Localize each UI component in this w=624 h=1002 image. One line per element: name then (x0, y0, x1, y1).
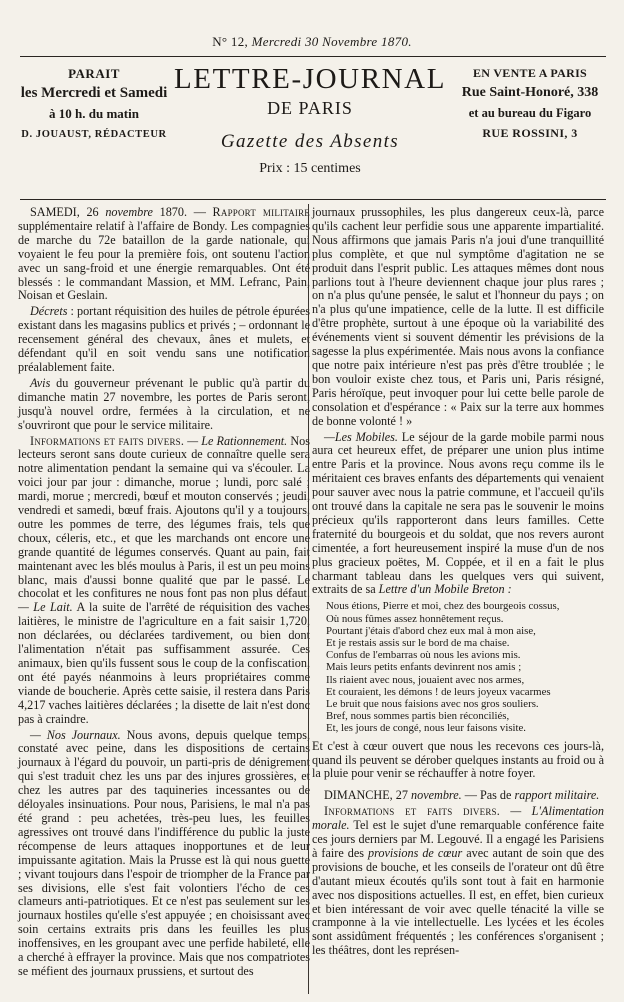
article-text: : portant réquisition des huiles de pétrole épurées existant dans les magasins publics et privés ; – ordonnant le recensement général des chevaux, ânes et mulets, et défendant qu'il en soit vendu sans une notification préalablement faite. (18, 304, 311, 374)
sales-info-line: RUE ROSSINI, 3 (482, 126, 578, 140)
paragraph-lead: Décrets (30, 304, 68, 319)
article-text: Tel est le sujet d'une remarquable conférence faite ces jours derniers par M. Legouvé. Il a engagé les Parisiens à faire des (312, 818, 605, 860)
section-heading: Rapport militaire (212, 205, 310, 219)
article-paragraph (18, 377, 310, 433)
sales-info-box (446, 66, 614, 141)
header-rule (20, 199, 606, 200)
issue-date: Mercredi 30 Novembre 1870. (251, 34, 412, 49)
article-text: Le séjour de la garde mobile parmi nous aura cet heureux effet, de préparer une union plus intime entre Paris et la province. Nous avons reçu comme ils le méritaient ces braves enfants des départements qui venaient pour sauver avec nous la patrie commune, et l'accueil qu'ils ont trouvé dans la capitale ne sera pas le souvenir le moins précieux qu'ils rapporteront dans leurs familles. Cette fraternité du bourgeois et du soldat, que nos revers auront cimentée, a fort heureusement inspiré la muse d'un de nos plus gracieux poëtes, M. Coppée, et il en a fait le plus charmant tableau dans les quelques vers qui suivent, extraits de sa (312, 429, 605, 597)
publication-info-line: PARAIT (68, 66, 120, 81)
emphasis-text: provisions de cœur (368, 845, 463, 860)
article-paragraph (312, 431, 604, 598)
article-text: Nous avons, depuis quelque temps, constaté avec peine, dans les dispositions de certains journaux à l'égard du pouvoir, un parti-pris de dénigrement qui s'est traduit chez les uns par des injures grossières, et chez les autres par des taquineries incessantes ou de déloyales insinuations. Pour nous, Parisiens, le mal n'a pas été grand : peu achetées, très-peu lues, les feuilles agressives ont trouvé dans l'indifférence du public la juste récompense de leurs attaques inopportunes et de leur impuissante agitation. Mais la Prusse est là qui nous guette ; vivant toujours dans l'espoir de triompher de la France par ses divisions, elle s'est fait volontiers l'écho de ces clameurs anti-patriotiques. Et ce n'est pas seulement sur les journaux hostiles qu'elle s'est appuyée ; en choisissant avec soin certains extraits pris dans les feuilles les plus inoffensives, en les groupant avec une perfide habileté, elle a cherché à effrayer la province. Mais que nos compatriotes se méfient des journaux prussiens, et surtout des (18, 727, 310, 978)
sales-info-line: EN VENTE A PARIS (472, 66, 588, 80)
article-paragraph (312, 740, 604, 782)
poem-line: Et, les jours de congé, nous leur faisons visite. (326, 722, 527, 735)
article-text: — Pas de (464, 788, 512, 803)
article-paragraph (18, 206, 310, 303)
right-column (312, 206, 604, 960)
date-heading: DIMANCHE, 27 (324, 788, 408, 803)
top-rule (20, 56, 606, 57)
column-divider (308, 204, 309, 994)
date-heading-month: novembre (105, 205, 153, 219)
article-paragraph (312, 805, 604, 958)
paragraph-lead: Avis (30, 375, 51, 390)
poem-source: Lettre d'un Mobile Breton : (378, 582, 512, 597)
subsection-heading: —Les Mobiles. (324, 429, 398, 444)
article-paragraph (18, 435, 310, 727)
masthead (170, 62, 450, 177)
poem-line: Le bruit que nous faisions avec nos gros souliers. (326, 698, 539, 710)
subsection-heading: — Le Lait. (18, 600, 73, 615)
poem-line: Confus de l'embarras où nous les avions mis. (326, 649, 521, 662)
left-column (18, 206, 310, 981)
newspaper-city: DE PARIS (267, 98, 353, 118)
sales-info-line: Rue Saint-Honoré, 338 (461, 85, 599, 100)
section-heading: rapport militaire. (514, 788, 600, 803)
date-heading-month: novembre. (411, 788, 462, 803)
date-heading: SAMEDI, 26 (30, 205, 99, 219)
newspaper-subtitle: Gazette des Absents (220, 131, 400, 152)
poem-line: Et je restais assis sur le bord de ma chaise. (326, 636, 510, 649)
issue-line (0, 34, 624, 50)
poem-line: Pourtant j'étais d'abord chez eux mal à mon aise, (326, 624, 536, 637)
poem-line: Ils riaient avec nous, jouaient avec nos armes, (326, 673, 525, 686)
article-text: supplémentaire relatif à l'affaire de Bondy. Les compagnies de marche du 72e bataillon de la garde nationale, qui voyaient le feu pour la première fois, ont soutenu l'action avec un sang-froid et une énergie remarquables. Ont été blessés : le commandant Massion, et MM. Lefranc, Pain, Noisan et Geslain. (18, 218, 310, 303)
date-heading-year: 1870. — (159, 205, 206, 219)
article-text: avec autant de soin que des provisions de bouche, et les conseils de l'orateur ont dû être d'autant mieux écoutés qu'ils sont tout à fait en harmonie avec nos dispositions actuelles. Il est, en effet, bien curieux et bien intéressant de voir avec quelle ténacité la ville se cramponne à la vie intellectuelle. Les lycées et les écoles sont assidûment fréquentés ; les conférences s'organisent ; les théâtres, dont les représen- (312, 845, 605, 958)
article-paragraph (18, 305, 310, 375)
editor-line: D. JOUAUST, RÉDACTEUR (21, 129, 167, 140)
section-heading: Informations et faits divers. (30, 433, 185, 448)
poem-line: Où nous fûmes assez honnêtement reçus. (326, 612, 504, 625)
article-paragraph (312, 789, 604, 803)
article-paragraph (312, 206, 604, 429)
publication-info-line: à 10 h. du matin (49, 106, 139, 121)
article-text: Et c'est à cœur ouvert que nous les recevons ces jours-là, quand ils peuvent se dérober quelques instants au froid ou à la pluie pour venir se réchauffer à notre foyer. (312, 738, 604, 781)
poem-line: Bref, nous sommes partis bien réconciliés, (326, 710, 510, 723)
poem-line: Mais leurs petits enfants devinrent nos amis ; (326, 661, 522, 674)
poem-line: Nous étions, Pierre et moi, chez des bourgeois cossus, (326, 600, 560, 613)
subsection-heading: — Nos Journaux. (30, 727, 121, 742)
sales-info-line: et au bureau du Figaro (468, 106, 592, 120)
article-paragraph (18, 729, 310, 979)
article-text: du gouverneur prévenant le public qu'à partir du dimanche matin 27 novembre, les portes de Paris seront, jusqu'à nouvel ordre, fermées à la circulation, et ne s'ouvriront que pour le service militaire. (18, 375, 310, 432)
price-label: Prix : 15 centimes (259, 161, 361, 176)
subsection-heading: — L'Alimentation morale. (312, 804, 604, 833)
publication-info-line: les Mercredi et Samedi (20, 85, 168, 101)
poem-block (326, 600, 604, 734)
section-heading: Informations et faits divers. (324, 804, 500, 819)
subsection-heading: — Le Rationnement. (187, 433, 288, 448)
publication-info-box (18, 66, 170, 140)
article-text: journaux prussophiles, les plus dangereux ceux-là, parce qu'ils cachent leur perfidie sous une apparente impartialité. Nous affirmons que jamais Paris n'a joui d'une tranquillité plus complète, et que nul symptôme d'agitation ne se produit dans l'esprit public. Les attaques mêmes dont nous parlions tout à l'heure deviennent chaque jour plus rares ; on n'a plus qu'une pensée, le salut et l'honneur du pays ; on n'a plus qu'une impatience, celle de la lutte. Il est difficile d'être prophète, surtout à une époque où la variabilité des événements vient si souvent démentir les prévisions de la sagesse la plus expérimentée. Mais nous avons la confiance que notre paix intérieure n'est pas près d'être troublée ; le bon vouloir existe chez tous, et Paris uni, Paris résigné, Paris héroïque, peut invoquer pour lui cette belle parole de consolation et d'espérance : « Paix sur la terre aux hommes de bonne volonté ! » (312, 205, 604, 428)
newspaper-title: LETTRE-JOURNAL (173, 63, 447, 95)
poem-line: Et couraient, les démons ! de leurs joyeux vacarmes (326, 685, 551, 698)
article-text: Nos lecteurs seront sans doute curieux de connaître quelle sera notre alimentation pendant la semaine qui va s'écouler. La voici jour par jour : dimanche, morue ; lundi, porc salé ; mardi, morue ; mercredi, bœuf et mouton conservés ; jeudi, vendredi et samedi, bœuf frais. Ajoutons qu'il y a toujours, outre les pommes de terre, des légumes frais, tels que choux, céleris, etc., et que les marchands ont encore une grande quantité de légumes conservés. Quant au pain, fait maintenant avec les blés moulus à Paris, il est un peu moins blanc, mais d'aussi bonne qualité que par le passé. Le chocolat et les confitures ne nous font pas non plus défaut. (18, 433, 310, 601)
issue-number: N° 12, (212, 34, 249, 49)
article-text: A la suite de l'arrêté de réquisition des vaches laitières, le ministre de l'agriculture en a fait saisir 1,720, non déclarées, ou déclarées tardivement, ou bien dont l'alimentation n'était pas suffisamment assurée. Ces animaux, bien qu'ils fussent sous le coup de la confiscation, ont été payés néanmoins à leurs propriétaires comme viande de boucherie. Après cette saisie, il restera dans Paris 4,217 vaches laitières déclarées ; la disette de lait n'est donc pas à craindre. (18, 600, 310, 726)
